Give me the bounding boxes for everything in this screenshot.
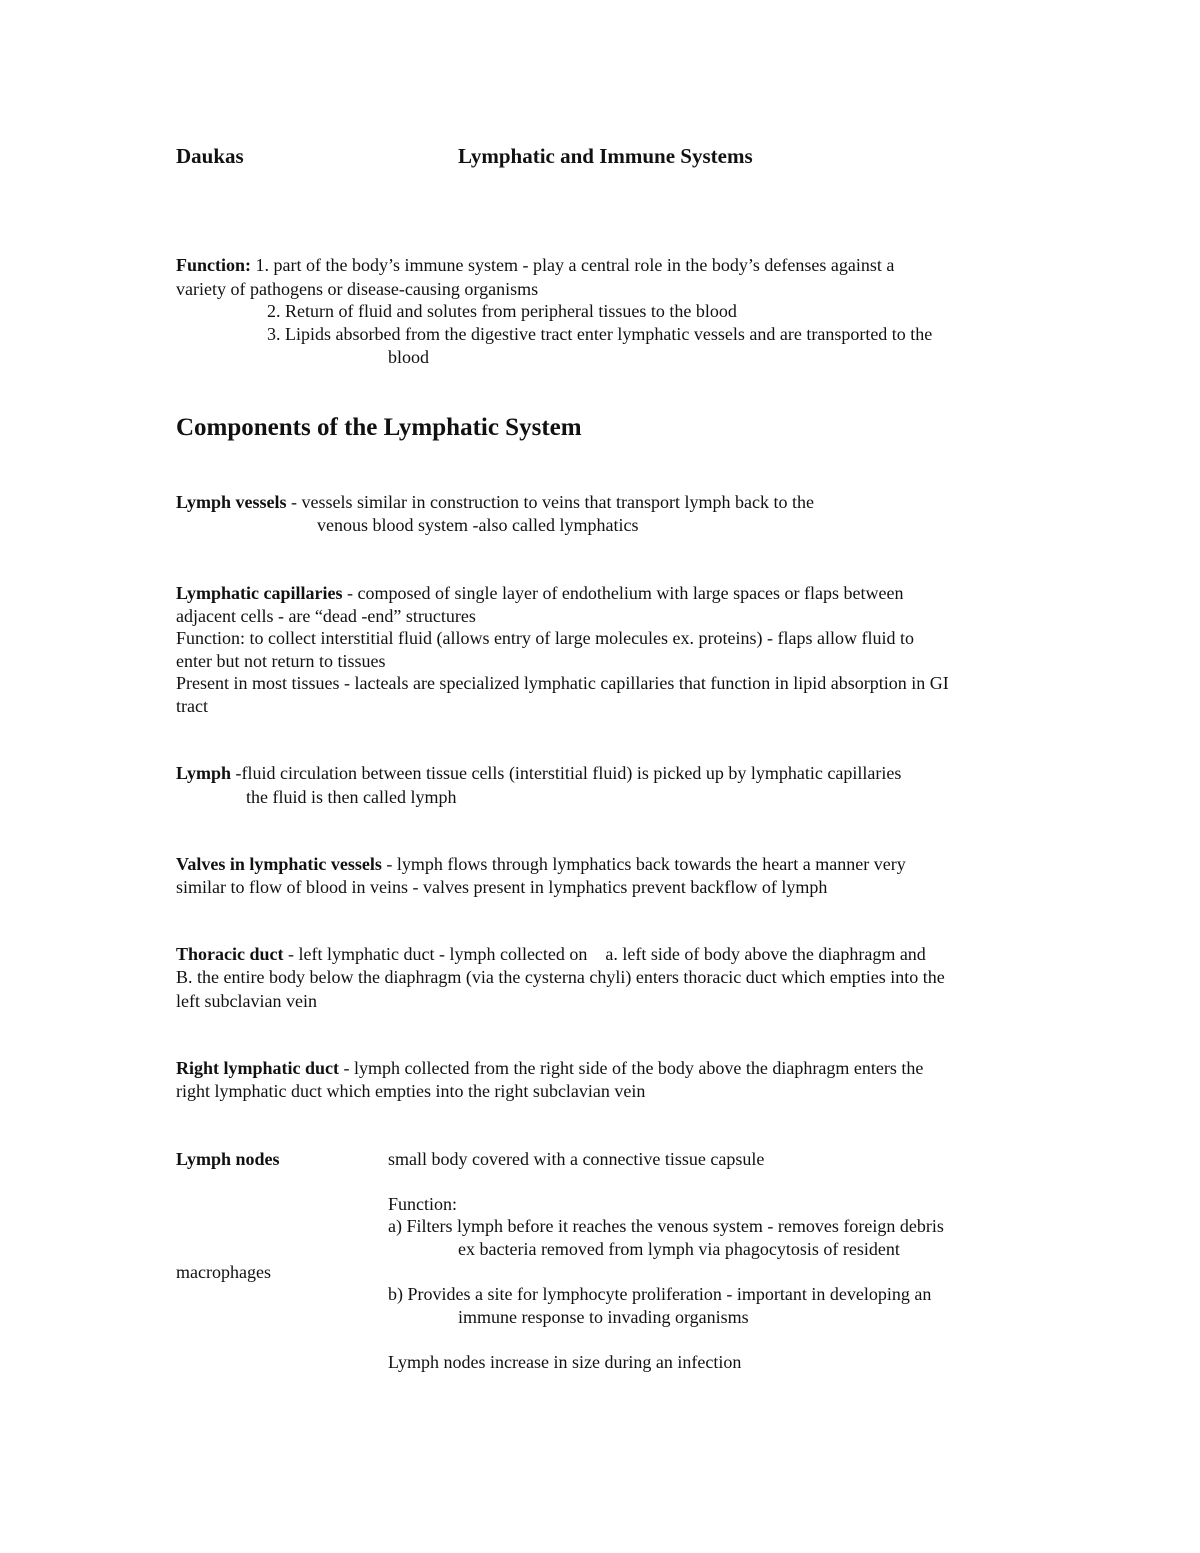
- author-name: Daukas: [176, 144, 244, 168]
- function-item-1: 1. part of the body’s immune system - play a central role in the body’s defenses against a: [251, 255, 895, 275]
- thoracic-duct-line-3: left subclavian vein: [176, 991, 317, 1011]
- lymph-nodes-function-b-line-1: b) Provides a site for lymphocyte proliferation - important in developing an: [388, 1284, 932, 1304]
- lymphatic-capillaries-line-4: enter but not return to tissues: [176, 651, 386, 671]
- lymph-nodes-term: Lymph nodes: [176, 1149, 280, 1169]
- components-heading: Components of the Lymphatic System: [176, 414, 582, 441]
- valves-line-2: similar to flow of blood in veins - valves present in lymphatics prevent backflow of lymph: [176, 877, 828, 897]
- lymph-nodes-description: small body covered with a connective tissue capsule: [388, 1149, 765, 1169]
- lymph-nodes-function-label: Function:: [388, 1194, 458, 1214]
- document-title: Lymphatic and Immune Systems: [458, 144, 753, 168]
- lymphatic-capillaries-line-6: tract: [176, 696, 208, 716]
- function-item-2: 2. Return of fluid and solutes from peripheral tissues to the blood: [267, 301, 737, 321]
- lymph-definition: -fluid circulation between tissue cells (interstitial fluid) is picked up by lymphatic capillaries: [231, 763, 902, 783]
- lymph-nodes-note: Lymph nodes increase in size during an infection: [388, 1352, 742, 1372]
- valves-definition: - lymph flows through lymphatics back towards the heart a manner very: [381, 854, 906, 874]
- lymph-nodes-function-a-line-1: a) Filters lymph before it reaches the venous system - removes foreign debris: [388, 1216, 944, 1236]
- lymphatic-capillaries-definition: - composed of single layer of endothelium with large spaces or flaps between: [342, 583, 904, 603]
- lymph-term: Lymph: [176, 763, 232, 783]
- lymphatic-capillaries-term: Lymphatic capillaries: [176, 583, 343, 603]
- function-line-2: variety of pathogens or disease-causing organisms: [176, 279, 539, 299]
- thoracic-duct-term: Thoracic duct: [176, 944, 284, 964]
- right-lymphatic-duct-term: Right lymphatic duct: [176, 1058, 340, 1078]
- valves-term: Valves in lymphatic vessels: [176, 854, 382, 874]
- lymphatic-capillaries-line-2: adjacent cells - are “dead -end” structures: [176, 606, 476, 626]
- lymphatic-capillaries-line-1: [176, 582, 904, 604]
- right-lymphatic-duct-line-2: right lymphatic duct which empties into the right subclavian vein: [176, 1081, 646, 1101]
- right-lymphatic-duct-definition: - lymph collected from the right side of the body above the diaphragm enters the: [339, 1058, 924, 1078]
- lymphatic-capillaries-line-5: Present in most tissues - lacteals are specialized lymphatic capillaries that function in lipid absorption in GI: [176, 673, 949, 693]
- function-line-1: [176, 254, 894, 276]
- lymph-vessels-term: Lymph vessels: [176, 492, 287, 512]
- function-label: Function:: [176, 255, 252, 275]
- lymph-nodes-function-a-line-3: macrophages: [176, 1262, 271, 1282]
- lymph-vessels-definition: - vessels similar in construction to veins that transport lymph back to the: [286, 492, 814, 512]
- lymph-vessels-line-2: venous blood system -also called lymphatics: [317, 515, 639, 535]
- thoracic-duct-line-2: B. the entire body below the diaphragm (via the cysterna chyli) enters thoracic duct which empties into the: [176, 967, 945, 987]
- function-item-3-continued: blood: [388, 347, 430, 367]
- lymph-line-2: the fluid is then called lymph: [246, 787, 457, 807]
- thoracic-duct-line-1: [176, 943, 926, 965]
- lymph-line-1: [176, 762, 901, 784]
- right-lymphatic-duct-line-1: [176, 1057, 923, 1079]
- thoracic-duct-definition: - left lymphatic duct - lymph collected on a. left side of body above the diaphragm and: [283, 944, 926, 964]
- lymph-nodes-function-a-line-2: ex bacteria removed from lymph via phagocytosis of resident: [458, 1239, 900, 1259]
- lymphatic-capillaries-line-3: Function: to collect interstitial fluid (allows entry of large molecules ex. proteins) - flaps allow fluid to: [176, 628, 914, 648]
- lymph-vessels-line-1: [176, 491, 814, 513]
- function-item-3: 3. Lipids absorbed from the digestive tract enter lymphatic vessels and are transported to the: [267, 324, 933, 344]
- valves-line-1: [176, 853, 906, 875]
- lymph-nodes-function-b-line-2: immune response to invading organisms: [458, 1307, 749, 1327]
